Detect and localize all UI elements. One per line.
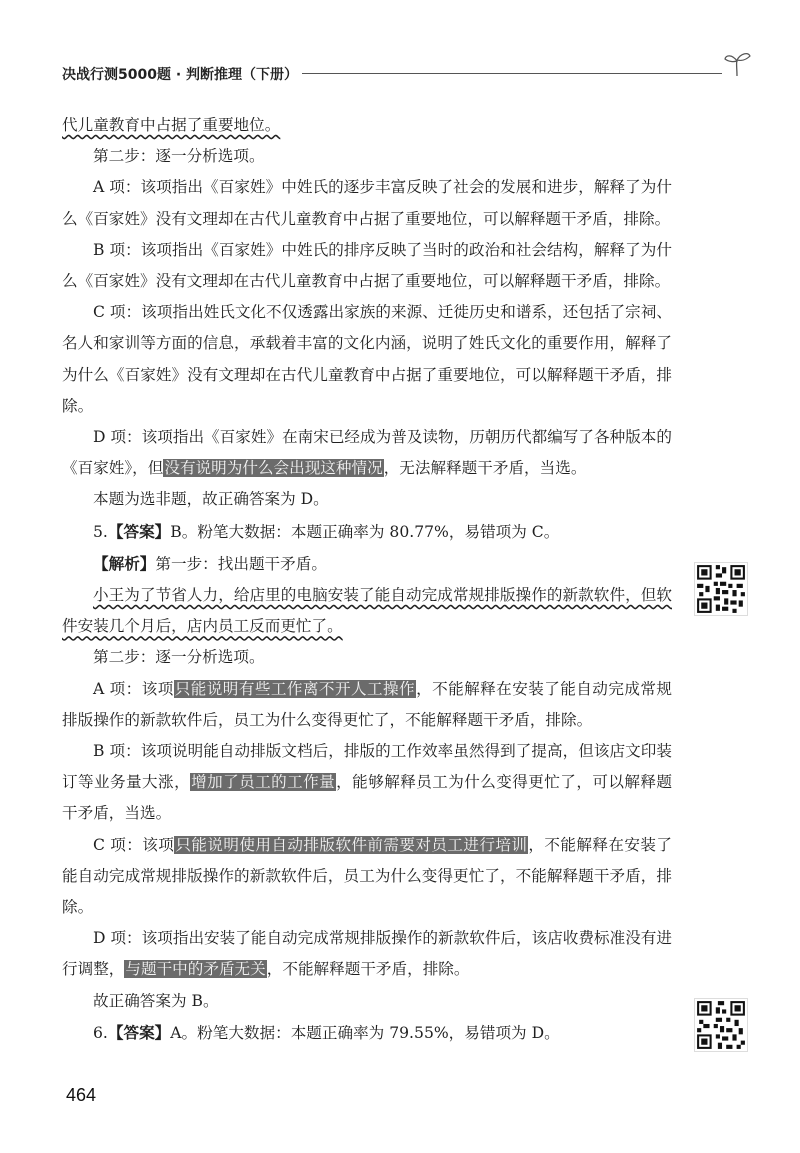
option-d-analysis	[62, 923, 672, 985]
paragraph	[62, 580, 672, 642]
question-number: 6.	[93, 1023, 108, 1042]
answer-text: B。粉笔大数据：本题正确率为 80.77%，易错项为 C。	[170, 522, 560, 541]
option-b-analysis: B 项：该项指出《百家姓》中姓氏的排序反映了当时的政治和社会结构，解释了为什么《百家姓》没有文理却在古代儿童教育中占据了重要地位，可以解释题干矛盾，排除。	[62, 240, 672, 291]
highlighted-text: 没有说明为什么会出现这种情况	[164, 459, 383, 478]
text: C 项：该项	[93, 835, 175, 854]
qr-code-icon[interactable]	[694, 998, 748, 1052]
header-title: 决战行测5000题 · 判断推理（下册）	[62, 67, 299, 83]
conclusion: 故正确答案为 B。	[93, 991, 219, 1010]
wavy-underlined-text: 代儿童教育中占据了重要地位。	[62, 116, 281, 134]
text: D 项：该项指出安装了能自动完成常规排版操作的新款软件后，该店收费标准没有进行调整，	[62, 929, 672, 979]
option-b-analysis	[62, 736, 672, 830]
answer-label: 【答案】	[107, 521, 171, 541]
text: D 项：该项指出《百家姓》在南宋已经成为普及读物，历朝历代都编写了各种版本的《百家姓》，但	[62, 428, 672, 478]
text: ，不能解释在安装了能自动完成常规排版操作的新款软件后，员工为什么变得更忙了，不能解释题干矛盾，排除。	[62, 679, 672, 729]
text: ，不能解释在安装了能自动完成常规排版操作的新款软件后，员工为什么变得更忙了，不能解释题干矛盾，排除。	[62, 835, 672, 917]
question-number: 5.	[93, 522, 108, 541]
answer-label: 【答案】	[107, 1022, 171, 1042]
qr-code-icon[interactable]	[694, 562, 748, 616]
wavy-underlined-text: 小王为了节省人力，给店里的电脑安装了能自动完成常规排版操作的新款软件，但软件安装几个月后，店内员工反而更忙了。	[62, 586, 672, 636]
answer-text: A。粉笔大数据：本题正确率为 79.55%，易错项为 D。	[170, 1023, 560, 1042]
text: A 项：该项	[93, 679, 174, 698]
option-d-analysis	[62, 422, 672, 484]
sprout-icon	[722, 48, 752, 78]
page-number: 464	[66, 1085, 97, 1105]
highlighted-text: 只能说明有些工作离不开人工操作	[174, 679, 416, 698]
option-c-analysis: C 项：该项指出姓氏文化不仅透露出家族的来源、迁徙历史和谱系，还包括了宗祠、名人和家训等方面的信息，承载着丰富的文化内涵，说明了姓氏文化的重要作用，解释了为什么《百家姓》没有文理却在古代儿童教育中占据了重要地位，可以解释题干矛盾，排除。	[62, 303, 672, 415]
header-rule	[302, 73, 722, 74]
option-a-analysis: A 项：该项指出《百家姓》中姓氏的逐步丰富反映了社会的发展和进步，解释了为什么《百家姓》没有文理却在古代儿童教育中占据了重要地位，可以解释题干矛盾，排除。	[62, 178, 672, 228]
text: ，不能解释题干矛盾，排除。	[266, 960, 470, 979]
highlighted-text: 只能说明使用自动排版软件前需要对员工进行培训	[175, 835, 528, 854]
analysis-line	[62, 548, 672, 580]
paragraph: 第二步：逐一分析选项。	[93, 147, 265, 166]
option-a-analysis	[62, 674, 672, 736]
text: B 项：该项说明能自动排版文档后，排版的工作效率虽然得到了提高，但该店文印装订等业务量大涨，	[62, 742, 672, 792]
analysis-label: 【解析】	[93, 553, 156, 573]
page-header	[62, 60, 752, 90]
text: ，无法解释题干矛盾，当选。	[383, 459, 587, 478]
answer-line	[62, 516, 672, 548]
option-c-analysis	[62, 830, 672, 924]
highlighted-text: 增加了员工的工作量	[191, 773, 336, 792]
paragraph: 第二步：逐一分析选项。	[93, 648, 265, 667]
page-content	[62, 110, 672, 1049]
answer-line	[62, 1017, 672, 1049]
text: ，能够解释员工为什么变得更忙了，可以解释题干矛盾，当选。	[62, 773, 672, 823]
paragraph	[62, 110, 672, 141]
highlighted-text: 与题干中的矛盾无关	[125, 960, 266, 979]
conclusion: 本题为选非题，故正确答案为 D。	[93, 490, 329, 509]
analysis-text: 第一步：找出题干矛盾。	[155, 554, 327, 573]
